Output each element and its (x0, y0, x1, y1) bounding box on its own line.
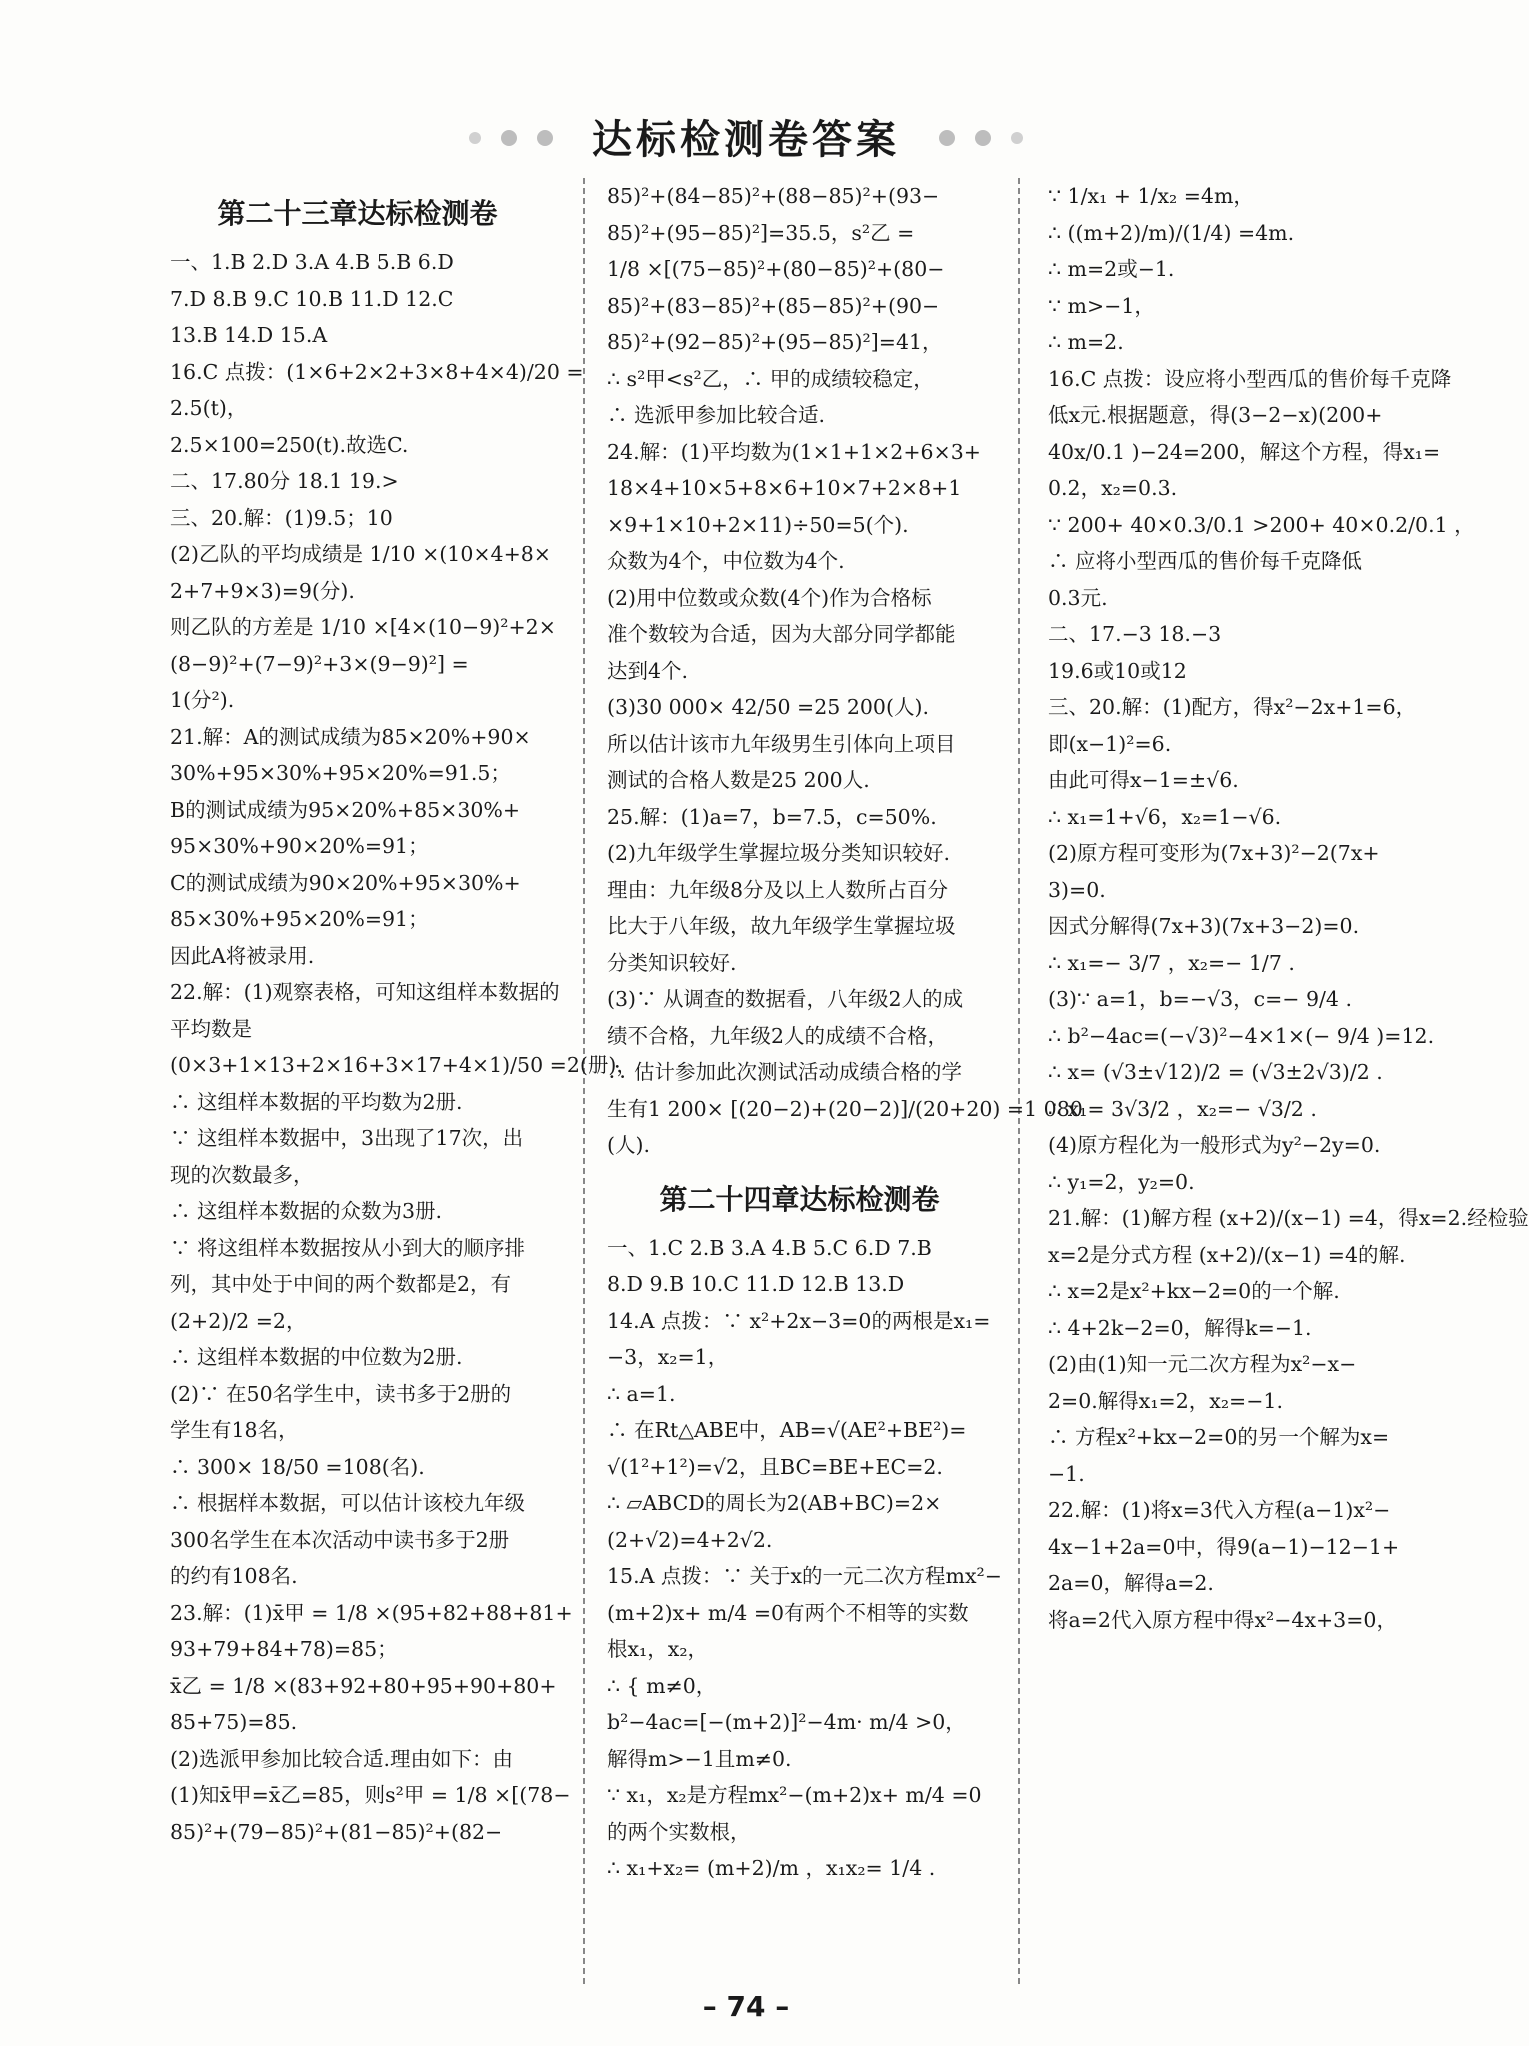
text-line: 众数为4个，中位数为4个. (607, 549, 845, 573)
text-line: 21.解：(1)解方程 (x+2)/(x−1) =4，得x=2.经检验 (1048, 1206, 1529, 1230)
text-line: 达到4个. (607, 658, 689, 683)
text-line: 19.6或10或12 (1048, 658, 1187, 683)
decor-dots-right (929, 127, 1033, 146)
text-line: (2)用中位数或众数(4个)作为合格标 (607, 585, 932, 610)
text-line: 300名学生在本次活动中读书多于2册 (170, 1527, 510, 1552)
text-line: b²−4ac=[−(m+2)]²−4m· m/4 >0， (607, 1710, 966, 1734)
answer-lines (1048, 178, 1529, 1638)
text-line: 2a=0，解得a=2. (1048, 1571, 1214, 1595)
text-line: ∴ 估计参加此次测试活动成绩合格的学 (607, 1060, 963, 1084)
page-number: – 74 – (702, 1990, 790, 2023)
text-line: 95×30%+90×20%=91； (170, 834, 429, 858)
text-line: ∴ m=2. (1048, 330, 1124, 354)
text-line: 的约有108名. (170, 1564, 298, 1588)
text-line: B的测试成绩为95×20%+85×30%+ (170, 797, 521, 822)
text-line: (1)知x̄甲=x̄乙=85，则s²甲 = 1/8 ×[(78− (170, 1783, 571, 1807)
text-line: 所以估计该市九年级男生引体向上项目 (607, 731, 956, 756)
text-line: ∴ x=2是x²+kx−2=0的一个解. (1048, 1279, 1340, 1303)
text-line: ∴ 4+2k−2=0，解得k=−1. (1048, 1315, 1312, 1340)
text-line: 7.D 8.B 9.C 10.B 11.D 12.C (170, 286, 454, 311)
page-header (0, 108, 1492, 165)
text-line: 测试的合格人数是25 200人. (607, 768, 870, 792)
text-line: √(1²+1²)=√2，且BC=BE+EC=2. (607, 1454, 943, 1479)
text-line: x=2是分式方程 (x+2)/(x−1) =4的解. (1048, 1242, 1406, 1267)
text-line: 22.解：(1)观察表格，可知这组样本数据的 (170, 980, 560, 1004)
text-line: ∴ x= (√3±√12)/2 = (√3±2√3)/2 . (1048, 1060, 1383, 1084)
text-line: 4x−1+2a=0中，得9(a−1)−12−1+ (1048, 1534, 1400, 1559)
column-3 (1048, 178, 1529, 1638)
text-line: ∴ 这组样本数据的平均数为2册. (170, 1089, 463, 1114)
text-line: 24.解：(1)平均数为(1×1+1×2+6×3+ (607, 439, 981, 464)
text-line: 85)²+(84−85)²+(88−85)²+(93− (607, 184, 940, 208)
text-line: 平均数是 (170, 1016, 252, 1041)
text-line: (m+2)x+ m/4 =0有两个不相等的实数 (607, 1600, 969, 1625)
text-line: −3，x₂=1， (607, 1345, 729, 1369)
answer-lines (170, 244, 637, 1850)
text-line: ∴ 300× 18/50 =108(名). (170, 1454, 425, 1479)
text-line: 2+7+9×3)=9(分). (170, 578, 355, 603)
decor-dots-left (459, 127, 563, 146)
text-line: (0×3+1×13+2×16+3×17+4×1)/50 =2(册)， (170, 1053, 637, 1077)
text-line: 理由：九年级8分及以上人数所占百分 (607, 877, 949, 902)
text-line: 三、20.解：(1)配方，得x²−2x+1=6， (1048, 695, 1417, 719)
text-line: 列，其中处于中间的两个数都是2，有 (170, 1272, 512, 1296)
text-line: −1. (1048, 1461, 1085, 1486)
text-line: 因此A将被录用. (170, 943, 315, 968)
text-line: ∴ s²甲<s²乙，∴ 甲的成绩较稳定， (607, 366, 934, 391)
text-line: 解得m>−1且m≠0. (607, 1746, 792, 1771)
text-line: (2+2)/2 =2， (170, 1308, 307, 1333)
text-line: 18×4+10×5+8×6+10×7+2×8+1 (607, 476, 962, 500)
text-line: 85+75)=85. (170, 1710, 298, 1734)
text-line: 则乙队的方差是 1/10 ×[4×(10−9)²+2× (170, 615, 556, 639)
text-line: 16.C 点拨：设应将小型西瓜的售价每千克降 (1048, 366, 1452, 391)
text-line: x̄乙 = 1/8 ×(83+92+80+95+90+80+ (170, 1673, 557, 1698)
text-line: 93+79+84+78)=85； (170, 1637, 398, 1661)
text-line: (2)由(1)知一元二次方程为x²−x− (1048, 1352, 1357, 1376)
text-line: 根x₁，x₂， (607, 1637, 709, 1661)
text-line: 3)=0. (1048, 877, 1106, 902)
text-line: ×9+1×10+2×11)÷50=5(个). (607, 512, 909, 537)
chapter-heading: 第二十三章达标检测卷 (217, 197, 498, 230)
text-line: (3)∵ 从调查的数据看，八年级2人的成 (607, 987, 964, 1011)
text-line: 2.5(t)， (170, 396, 248, 420)
text-line: (3)30 000× 42/50 =25 200(人). (607, 695, 929, 719)
text-line: ∴ m=2或−1. (1048, 257, 1175, 281)
text-line: ∴ 根据样本数据，可以估计该校九年级 (170, 1491, 526, 1515)
text-line: (2+√2)=4+2√2. (607, 1527, 773, 1552)
text-line: 一、1.C 2.B 3.A 4.B 5.C 6.D 7.B (607, 1235, 932, 1260)
text-line: 2.5×100=250(t).故选C. (170, 432, 409, 457)
text-line: 30%+95×30%+95×20%=91.5； (170, 761, 511, 785)
text-line: (4)原方程化为一般形式为y²−2y=0. (1048, 1133, 1381, 1157)
text-line: 一、1.B 2.D 3.A 4.B 5.B 6.D (170, 250, 454, 274)
text-line: 绩不合格，九年级2人的成绩不合格， (607, 1023, 949, 1048)
text-line: 8.D 9.B 10.C 11.D 12.B 13.D (607, 1272, 905, 1296)
text-line: 13.B 14.D 15.A (170, 323, 328, 347)
text-line: ∵ 200+ 40×0.3/0.1 >200+ 40×0.2/0.1 ， (1048, 512, 1475, 537)
text-line: 分类知识较好. (607, 950, 737, 975)
text-line: ∴ a=1. (607, 1381, 676, 1406)
text-line: 低x元.根据题意，得(3−2−x)(200+ (1048, 403, 1383, 427)
text-line: ∴ y₁=2，y₂=0. (1048, 1169, 1195, 1194)
text-line: 40x/0.1 )−24=200，解这个方程，得x₁= (1048, 439, 1441, 464)
text-line: 的两个实数根， (607, 1819, 751, 1844)
text-line: 16.C 点拨：(1×6+2×2+3×8+4×4)/20 = (170, 359, 584, 384)
text-line: 因式分解得(7x+3)(7x+3−2)=0. (1048, 914, 1360, 938)
text-line: 85)²+(83−85)²+(85−85)²+(90− (607, 293, 940, 318)
text-line: ∵ m>−1， (1048, 293, 1155, 318)
answer-lines (607, 1230, 1002, 1887)
text-line: ∴ x₁= 3√3/2 ，x₂=− √3/2 . (1048, 1096, 1317, 1121)
text-line: 生有1 200× [(20−2)+(20−2)]/(20+20) =1 080 (607, 1096, 1083, 1121)
text-line: 85)²+(92−85)²+(95−85)²]=41， (607, 330, 943, 354)
text-line: ∴ x₁+x₂= (m+2)/m ，x₁x₂= 1/4 . (607, 1856, 936, 1880)
text-line: 1/8 ×[(75−85)²+(80−85)²+(80− (607, 257, 945, 281)
text-line: 二、17.−3 18.−3 (1048, 622, 1222, 646)
page-title: 达标检测卷答案 (592, 117, 900, 163)
text-line: ∴ ((m+2)/m)/(1/4) =4m. (1048, 220, 1295, 245)
text-line: 将a=2代入原方程中得x²−4x+3=0， (1048, 1607, 1397, 1632)
text-line: ∵ 1/x₁ + 1/x₂ =4m， (1048, 184, 1254, 208)
text-line: (2)乙队的平均成绩是 1/10 ×(10×4+8× (170, 542, 551, 566)
text-line: ∴ x₁=− 3/7 ，x₂=− 1/7 . (1048, 950, 1295, 975)
text-line: 0.3元. (1048, 585, 1108, 610)
text-line: 比大于八年级，故九年级学生掌握垃圾 (607, 914, 956, 938)
text-line: 二、17.80分 18.1 19.> (170, 469, 399, 493)
text-line: 准个数较为合适，因为大部分同学都能 (607, 622, 956, 646)
text-line: ∴ { m≠0， (607, 1673, 717, 1698)
text-line: 85×30%+95×20%=91； (170, 907, 429, 931)
text-line: ∴ b²−4ac=(−√3)²−4×1×(− 9/4 )=12. (1048, 1023, 1435, 1048)
text-line: (2)原方程可变形为(7x+3)²−2(7x+ (1048, 841, 1380, 865)
column-divider (1018, 178, 1020, 1984)
chapter-heading: 第二十四章达标检测卷 (659, 1182, 940, 1216)
text-line: 14.A 点拨：∵ x²+2x−3=0的两根是x₁= (607, 1308, 991, 1333)
text-line: 85)²+(79−85)²+(81−85)²+(82− (170, 1819, 503, 1844)
text-line: 2=0.解得x₁=2，x₂=−1. (1048, 1388, 1283, 1413)
text-line: ∵ 这组样本数据中，3出现了17次，出 (170, 1126, 524, 1150)
text-line: (2)∵ 在50名学生中，读书多于2册的 (170, 1381, 512, 1406)
column-divider (583, 178, 585, 1984)
text-line: 由此可得x−1=±√6. (1048, 768, 1239, 792)
text-line: (8−9)²+(7−9)²+3×(9−9)²] = (170, 651, 469, 676)
text-line: 85)²+(95−85)²]=35.5，s²乙 = (607, 220, 915, 245)
text-line: 即(x−1)²=6. (1048, 731, 1172, 756)
text-line: ∴ 这组样本数据的众数为3册. (170, 1199, 443, 1223)
text-line: 22.解：(1)将x=3代入方程(a−1)x²− (1048, 1498, 1391, 1522)
column-1 (170, 178, 637, 1850)
text-line: ∵ x₁，x₂是方程mx²−(m+2)x+ m/4 =0 (607, 1783, 982, 1807)
text-line: ∵ 将这组样本数据按从小到大的顺序排 (170, 1235, 526, 1260)
text-line: 15.A 点拨：∵ 关于x的一元二次方程mx²− (607, 1564, 1002, 1588)
text-line: 现的次数最多， (170, 1162, 314, 1187)
text-line: 0.2，x₂=0.3. (1048, 476, 1178, 500)
text-line: (2)选派甲参加比较合适.理由如下：由 (170, 1746, 514, 1771)
text-line: ∴ 选派甲参加比较合适. (607, 403, 826, 427)
text-line: (人). (607, 1133, 651, 1157)
text-line: C的测试成绩为90×20%+95×30%+ (170, 870, 521, 895)
text-line: 25.解：(1)a=7，b=7.5，c=50%. (607, 804, 937, 829)
text-line: 1(分²). (170, 688, 235, 712)
text-line: ∴ 在Rt△ABE中，AB=√(AE²+BE²)= (607, 1418, 967, 1442)
text-line: ∴ x₁=1+√6，x₂=1−√6. (1048, 804, 1282, 829)
text-line: ∴ 应将小型西瓜的售价每千克降低 (1048, 549, 1363, 573)
text-line: ∴ 这组样本数据的中位数为2册. (170, 1345, 463, 1369)
text-line: (3)∵ a=1，b=−√3，c=− 9/4 . (1048, 987, 1352, 1011)
text-line: ∴ 方程x²+kx−2=0的另一个解为x= (1048, 1425, 1390, 1449)
text-line: 21.解：A的测试成绩为85×20%+90× (170, 724, 531, 749)
text-line: 学生有18名， (170, 1418, 299, 1442)
text-line: (2)九年级学生掌握垃圾分类知识较好. (607, 841, 951, 865)
text-line: 23.解：(1)x̄甲 = 1/8 ×(95+82+88+81+ (170, 1600, 573, 1625)
text-line: ∴ ▱ABCD的周长为2(AB+BC)=2× (607, 1491, 942, 1515)
text-line: 三、20.解：(1)9.5；10 (170, 505, 393, 530)
